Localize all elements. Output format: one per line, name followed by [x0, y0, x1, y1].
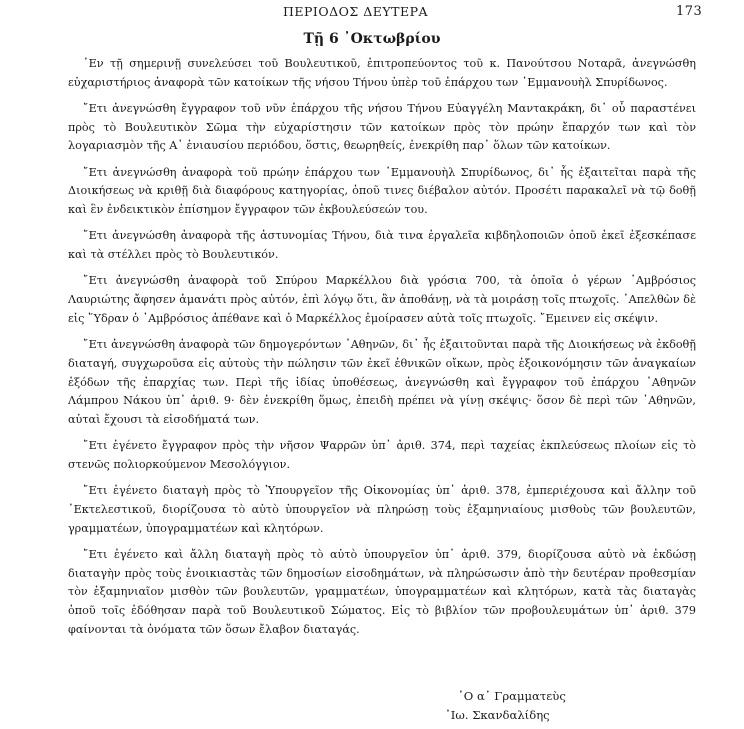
paragraph: ῎Ετι ἐγένετο καὶ ἄλλη διαταγὴ πρὸς τὸ αὐτὸ ὑπουργεῖον ὑπ᾿ ἀριθ. 379, διορίζουσα αὐτὸ νὰ ἐκδώσῃ διαταγὴν πρὸς τοὺς ἐνοικιαστὰς τῶν δημοσίων εἰσοδημάτων, νὰ πληρώσωσιν ἀπὸ τὴν δευτέραν προθεσμίαν τὸν ἑξαμηνιαῖον μισθὸν τῶν βουλευτῶν, γραμματέων, ὑπογραμματέων καὶ κλητόρων, κατὰ τὰς διαταγὰς ὁποῦ τοῖς ἐδόθησαν παρὰ τοῦ Βουλευτικοῦ Σώματος. Εἰς τὸ βιβλίον τῶν προβουλευμάτων ὑπ᾿ ἀριθ. 379 φαίνονται τὰ ὀνόματα τῶν ὅσων ἔλαβον διαταγάς. — [68, 547, 696, 636]
running-title: ΠΕΡΙΟΔΟΣ ΔΕΥΤΕΡΑ — [283, 4, 429, 19]
running-header — [0, 4, 744, 22]
paragraph: ῎Ετι ἐγένετο ἔγγραφον πρὸς τὴν νῆσον Ψαρρῶν ὑπ᾿ ἀριθ. 374, περὶ ταχείας ἐκπλεύσεως πλοίων εἰς τὸ στενῶς πολιορκούμενον Μεσολόγγιον. — [68, 439, 696, 471]
paragraph: ῎Ετι ἀνεγνώσθη ἀναφορὰ τοῦ Σπύρου Μαρκέλλου διὰ γρόσια 700, τὰ ὁποῖα ὁ γέρων ᾿Αμβρόσιος Λαυριώτης ἄφησεν ἀμανάτι πρὸς αὐτόν, ἐπὶ λόγῳ ὅτι, ἂν ἀποθάνῃ, νὰ τὰ μοιράσῃ τοῖς πτωχοῖς. ᾿Απελθὼν δὲ εἰς ῞Υδραν ὁ ᾿Αμβρόσιος ἀπέθανε καὶ ὁ Μαρκέλλος ἐμοίρασεν αὐτὰ τοῖς πτωχοῖς. ῎Εμεινεν εἰς σκέψιν. — [68, 274, 696, 325]
signature-role: ῾Ο α᾿ Γραμματεὺς — [458, 689, 566, 703]
page-number: 173 — [676, 4, 703, 19]
paragraph: ῎Ετι ἐγένετο διαταγὴ πρὸς τὸ Ὑπουργεῖον τῆς Οἰκονομίας ὑπ᾿ ἀριθ. 378, ἐμπεριέχουσα καὶ ἄλλην τοῦ ᾿Εκτελεστικοῦ, διορίζουσα τὸ αὐτὸ ὑπουργεῖον νὰ πληρώσῃ τοὺς ἑξαμηνιαίους μισθοὺς τῶν βουλευτῶν, γραμματέων, ὑπογραμματέων καὶ κλητόρων. — [68, 484, 696, 535]
minutes-body — [68, 55, 696, 647]
date-heading: Τῇ 6 ᾿Οκτωβρίου — [303, 31, 441, 47]
signature-name: ᾿Ιω. Σκανδαλίδης — [445, 708, 550, 722]
paragraph: ᾿Εν τῇ σημερινῇ συνελεύσει τοῦ Βουλευτικοῦ, ἐπιτροπεύοντος τοῦ κ. Πανούτσου Νοταρᾶ, ἀνεγνώσθη εὐχαριστήριος ἀναφορὰ τῶν κατοίκων τῆς νήσου Τήνου ὑπὲρ τοῦ ἐπάρχου των ᾿Εμμανουὴλ Σπυρίδωνος. — [68, 57, 696, 89]
paragraph: ῎Ετι ἀνεγνώσθη ἀναφορὰ τοῦ πρώην ἐπάρχου των ᾿Εμμανουὴλ Σπυρίδωνος, δι᾿ ἧς ἐξαιτεῖται παρὰ τῆς Διοικήσεως νὰ κριθῇ διὰ διαφόρους κατηγορίας, ὁποῦ τινες διέβαλον αὐτόν. Προσέτι παρακαλεῖ νὰ τῷ δοθῇ καὶ ἓν ἐνδεικτικὸν ἐπίσημον ἔγγραφον τῶν ἐκβουλεύσεών του. — [68, 165, 696, 217]
paragraph: ῎Ετι ἀνεγνώσθη ἀναφορὰ τῶν δημογερόντων ᾿Αθηνῶν, δι᾿ ἧς ἐξαιτοῦνται παρὰ τῆς Διοικήσεως νὰ ἐκδοθῇ διαταγή, συγχωροῦσα εἰς αὐτοὺς τὴν πώλησιν τῶν ἐκεῖ ἐθνικῶν οἴκων, πρὸς ἐξοικονόμησιν τῶν ἀναγκαίων ἐξόδων τῆς ἐπαρχίας των. Περὶ τῆς ἰδίας ὑποθέσεως, ἀνεγνώσθη καὶ ἔγγραφον τοῦ ἐπάρχου ᾿Αθηνῶν Λάμπρου Νάκου ὑπ᾿ ἀριθ. 9· δὲν ἐνεκρίθη ὅμως, ἐπειδὴ πρέπει νὰ γίνῃ σκέψις· ὅσον δὲ περὶ τῶν ᾿Αθηνῶν, αὐταὶ ἔχουσι τὰ εἰσοδήματά των. — [68, 338, 696, 426]
paragraph: ῎Ετι ἀνεγνώσθη ἀναφορὰ τῆς ἀστυνομίας Τήνου, διὰ τινα ἐργαλεῖα κιβδηλοποιῶν ὁποῦ ἐκεῖ ἐξεσκέπασε καὶ τὰ στέλλει πρὸς τὸ Βουλευτικόν. — [68, 229, 696, 262]
paragraph: ῎Ετι ἀνεγνώσθη ἔγγραφον τοῦ νῦν ἐπάρχου τῆς νήσου Τήνου Εὐαγγέλη Μαντακράκη, δι᾿ οὗ παραστένει πρὸς τὸ Βουλευτικὸν Σῶμα τὴν εὐχαρίστησιν τῶν κατοίκων πρὸς τὸν πρώην ἔπαρχόν των καὶ τὸν λογαριασμὸν τῆς Α᾿ ἑνιαυσίου περιόδου, ὅστις, θεωρηθείς, ἐνεκρίθη παρ᾿ ὅλων τῶν κατοίκων. — [68, 102, 696, 153]
